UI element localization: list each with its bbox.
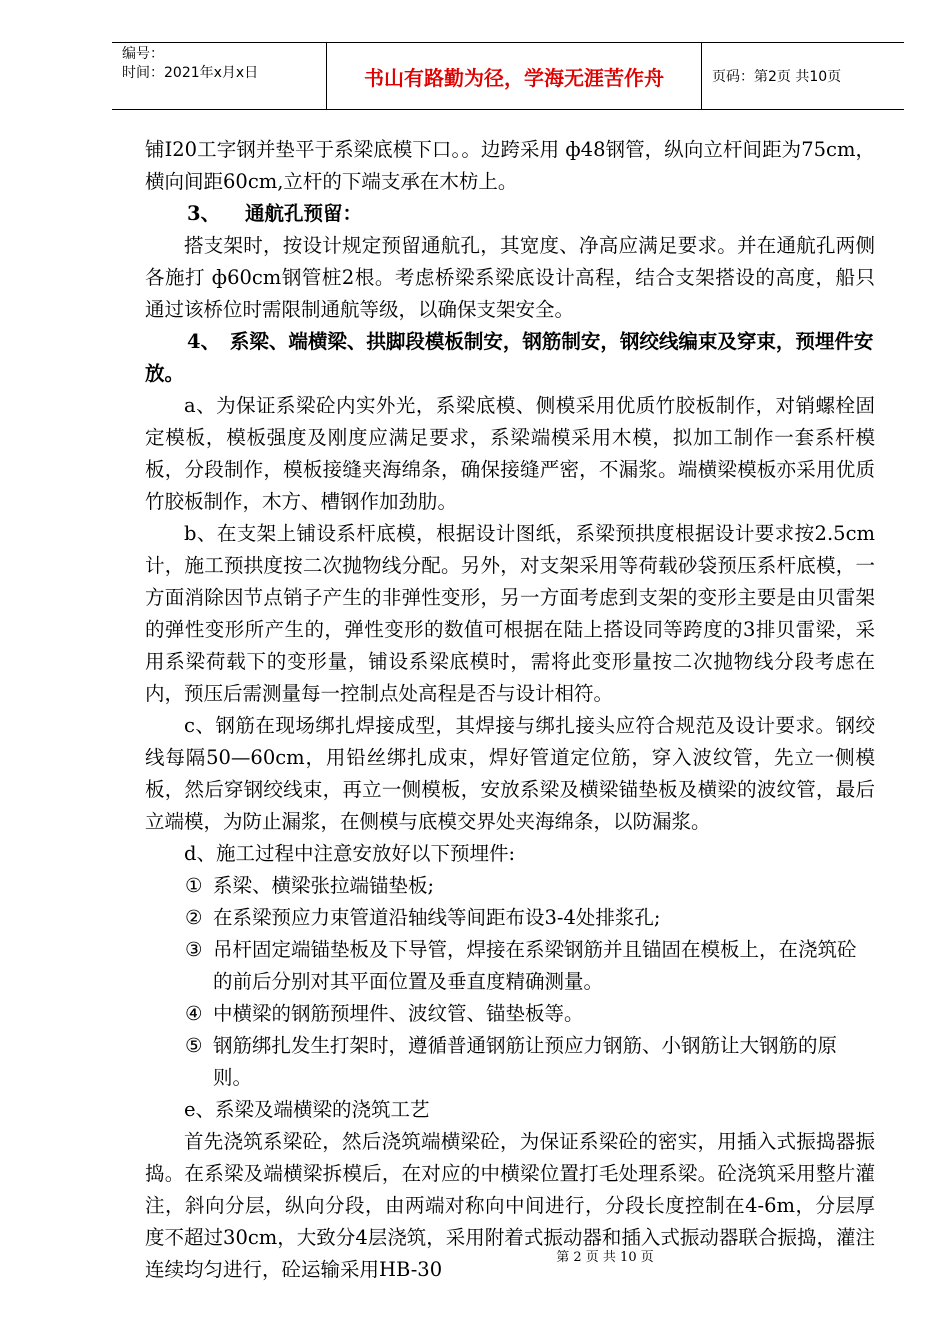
- document-body: [145, 134, 875, 1286]
- paragraph-c: c、钢筋在现场绑扎焊接成型，其焊接与绑扎接头应符合规范及设计要求。钢绞线每隔50—60cm，用铅丝绑扎成束，焊好管道定位筋，穿入波纹管，先立一侧模板，然后穿钢绞线束，再立一侧模板，安放系梁及横梁锚垫板及横梁的波纹管，最后立端模，为防止漏浆，在侧模与底模交界处夹海绵条，以防漏浆。: [145, 714, 875, 833]
- code-label: 编号：: [122, 46, 164, 62]
- page-footer: [0, 1246, 950, 1265]
- heading-3-number: 3、: [187, 202, 221, 225]
- paragraph-d: d、施工过程中注意安放好以下预埋件:: [184, 842, 516, 865]
- heading-3-text: 通航孔预留：: [245, 202, 363, 225]
- header-meta: [112, 43, 327, 109]
- list-item: ③ 吊杆固定端锚垫板及下导管，焊接在系梁钢筋并且锚固在模板上，在浇筑砼的前后分别对其平面位置及垂直度精确测量。: [185, 938, 857, 993]
- heading-4: 4、 系梁、端横梁、拱脚段模板制安，钢筋制安，钢绞线编束及穿束，预埋件安放。: [145, 330, 874, 385]
- paragraph-f: 首先浇筑系梁砼，然后浇筑端横梁砼，为保证系梁砼的密实，用插入式振捣器振捣。在系梁及端横梁拆模后，在对应的中横梁位置打毛处理系梁。砼浇筑采用整片灌注，斜向分层，纵向分段，由两端对称向中间进行，分段长度控制在4-6m，分层厚度不超过30cm，大致分4层浇筑，采用附着式振动器和插入式振动器联合振捣，灌注连续均匀进行，砼运输采用HB-30: [145, 1130, 875, 1281]
- list-item: ④ 中横梁的钢筋预埋件、波纹管、锚垫板等。: [185, 1002, 584, 1025]
- header-page-info: 页码：第2页 共10页: [712, 69, 842, 85]
- list-item: ① 系梁、横梁张拉端锚垫板;: [185, 874, 435, 897]
- list-item: ⑤ 钢筋绑扎发生打架时，遵循普通钢筋让预应力钢筋、小钢筋让大钢筋的原则。: [185, 1034, 838, 1089]
- paragraph-e: e、系梁及端横梁的浇筑工艺: [184, 1098, 430, 1121]
- paragraph-2: 搭支架时，按设计规定预留通航孔，其宽度、净高应满足要求。并在通航孔两侧各施打 ф60cm钢管桩2根。考虑桥梁系梁底设计高程，结合支架搭设的高度，船只通过该桥位时需限制通航等级，以确保支架安全。: [145, 234, 875, 321]
- page-header: [112, 42, 904, 110]
- footer-page-number: 第 2 页 共 10 页: [556, 1250, 654, 1265]
- heading-3: [145, 198, 875, 230]
- paragraph-1: 铺I20工字钢并垫平于系梁底模下口。。边跨采用 ф48钢管，纵向立杆间距为75cm，横向间距60cm,立杆的下端支承在木枋上。: [145, 138, 875, 193]
- paragraph-a: a、为保证系梁砼内实外光，系梁底模、侧模采用优质竹胶板制作，对销螺栓固定模板，模板强度及刚度应满足要求，系梁端模采用木模，拟加工制作一套系杆模板，分段制作，模板接缝夹海绵条，确保接缝严密，不漏浆。端横梁模板亦采用优质竹胶板制作，木方、槽钢作加劲肋。: [145, 394, 875, 513]
- header-motto: 书山有路勤为径，学海无涯苦作舟: [327, 43, 702, 109]
- list-item: ② 在系梁预应力束管道沿轴线等间距布设3-4处排浆孔;: [185, 906, 661, 929]
- paragraph-b: b、在支架上铺设系杆底模，根据设计图纸，系梁预拱度根据设计要求按2.5cm计，施工预拱度按二次抛物线分配。另外，对支架采用等荷载砂袋预压系杆底模，一方面消除因节点销子产生的非弹性变形，另一方面考虑到支架的变形主要是由贝雷架的弹性变形所产生的，弹性变形的数值可根据在陆上搭设同等跨度的3排贝雷梁，采用系梁荷载下的变形量，铺设系梁底模时，需将此变形量按二次抛物线分段考虑在内，预压后需测量每一控制点处高程是否与设计相符。: [145, 522, 875, 705]
- time-label: 时间：2021年x月x日: [122, 65, 259, 81]
